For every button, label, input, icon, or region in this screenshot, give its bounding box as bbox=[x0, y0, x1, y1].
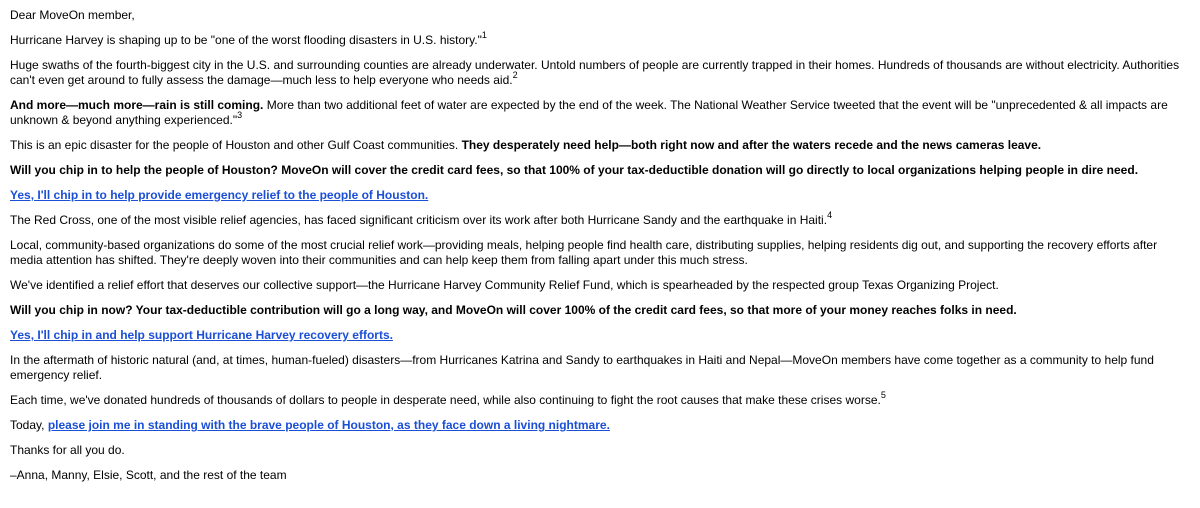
signature: –Anna, Manny, Elsie, Scott, and the rest of the team bbox=[10, 468, 287, 482]
paragraph-ask-1-bold: Will you chip in to help the people of Houston? MoveOn will cover the credit card fees, so that 100% of your tax-deductible donation will go directly to local organizations helping people in dire need. bbox=[10, 163, 1139, 177]
paragraph-thanks: Thanks for all you do. bbox=[10, 443, 125, 457]
footnote-ref: 2 bbox=[512, 70, 518, 80]
footnote-ref: 1 bbox=[481, 30, 487, 40]
footnote-ref: 4 bbox=[827, 210, 833, 220]
paragraph-epic-disaster bbox=[10, 138, 1190, 153]
paragraph-flooding bbox=[10, 30, 1190, 48]
paragraph-relief-fund: We've identified a relief effort that deserves our collective support—the Hurricane Harvey Community Relief Fund, which is spearheaded by the respected group Texas Organizing Project. bbox=[10, 278, 999, 292]
paragraph-underwater bbox=[10, 58, 1190, 88]
greeting: Dear MoveOn member, bbox=[10, 8, 135, 22]
paragraph-ask-2 bbox=[10, 303, 1190, 318]
paragraph-ask-1 bbox=[10, 163, 1190, 178]
cta-paragraph-2 bbox=[10, 328, 1190, 343]
paragraph-rain-bold: And more—much more—rain is still coming. bbox=[10, 98, 264, 112]
cta-paragraph-1 bbox=[10, 188, 1190, 203]
paragraph-flooding-text: Hurricane Harvey is shaping up to be "one of the worst flooding disasters in U.S. history." bbox=[10, 33, 482, 47]
paragraph-rain bbox=[10, 98, 1190, 128]
paragraph-red-cross-text: The Red Cross, one of the most visible relief agencies, has faced significant criticism over its work after both Hurricane Sandy and the earthquake in Haiti. bbox=[10, 213, 828, 227]
paragraph-red-cross bbox=[10, 210, 1190, 228]
paragraph-epic-disaster-text: This is an epic disaster for the people of Houston and other Gulf Coast communities. bbox=[10, 138, 462, 152]
paragraph-rain-text: More than two additional feet of water are expected by the end of the week. The National Weather Service tweeted that the event will be "unprecedented & all impacts are unknown & beyond anything experienced." bbox=[10, 98, 1168, 127]
footnote-ref: 3 bbox=[237, 110, 243, 120]
paragraph-history: In the aftermath of historic natural (and, at times, human-fueled) disasters—from Hurricanes Katrina and Sandy to earthquakes in Haiti and Nepal—MoveOn members have come together as a community to help fund emergency relief. bbox=[10, 353, 1154, 382]
footnote-ref: 5 bbox=[880, 390, 886, 400]
paragraph-today bbox=[10, 418, 1190, 433]
donate-link-emergency-relief[interactable]: Yes, I'll chip in to help provide emergency relief to the people of Houston. bbox=[10, 188, 429, 202]
paragraph-underwater-text: Huge swaths of the fourth-biggest city in the U.S. and surrounding counties are already underwater. Untold numbers of people are currently trapped in their homes. Hundreds of thousands are without electricity. Authorities can't even get around to fully assess the damage—much less to help everyone who needs aid. bbox=[10, 58, 1180, 87]
paragraph-local-orgs: Local, community-based organizations do some of the most crucial relief work—providing meals, helping people find health care, distributing supplies, helping residents dig out, and supporting the recovery efforts after media attention has shifted. They're deeply woven into their communities and can help keep them from falling apart under this much stress. bbox=[10, 238, 1158, 267]
donate-link-stand-with-houston[interactable]: please join me in standing with the brave people of Houston, as they face down a living nightmare. bbox=[47, 418, 610, 432]
donate-link-recovery-efforts[interactable]: Yes, I'll chip in and help support Hurricane Harvey recovery efforts. bbox=[10, 328, 393, 342]
paragraph-each-time-text: Each time, we've donated hundreds of thousands of dollars to people in desperate need, while also continuing to fight the root causes that make these crises worse. bbox=[10, 393, 881, 407]
paragraph-today-prefix: Today, bbox=[10, 418, 48, 432]
paragraph-ask-2-bold: Will you chip in now? Your tax-deductible contribution will go a long way, and MoveOn will cover 100% of the credit card fees, so that more of your money reaches folks in need. bbox=[10, 303, 1017, 317]
paragraph-epic-disaster-bold: They desperately need help—both right now and after the waters recede and the news cameras leave. bbox=[461, 138, 1042, 152]
paragraph-each-time bbox=[10, 390, 1190, 408]
